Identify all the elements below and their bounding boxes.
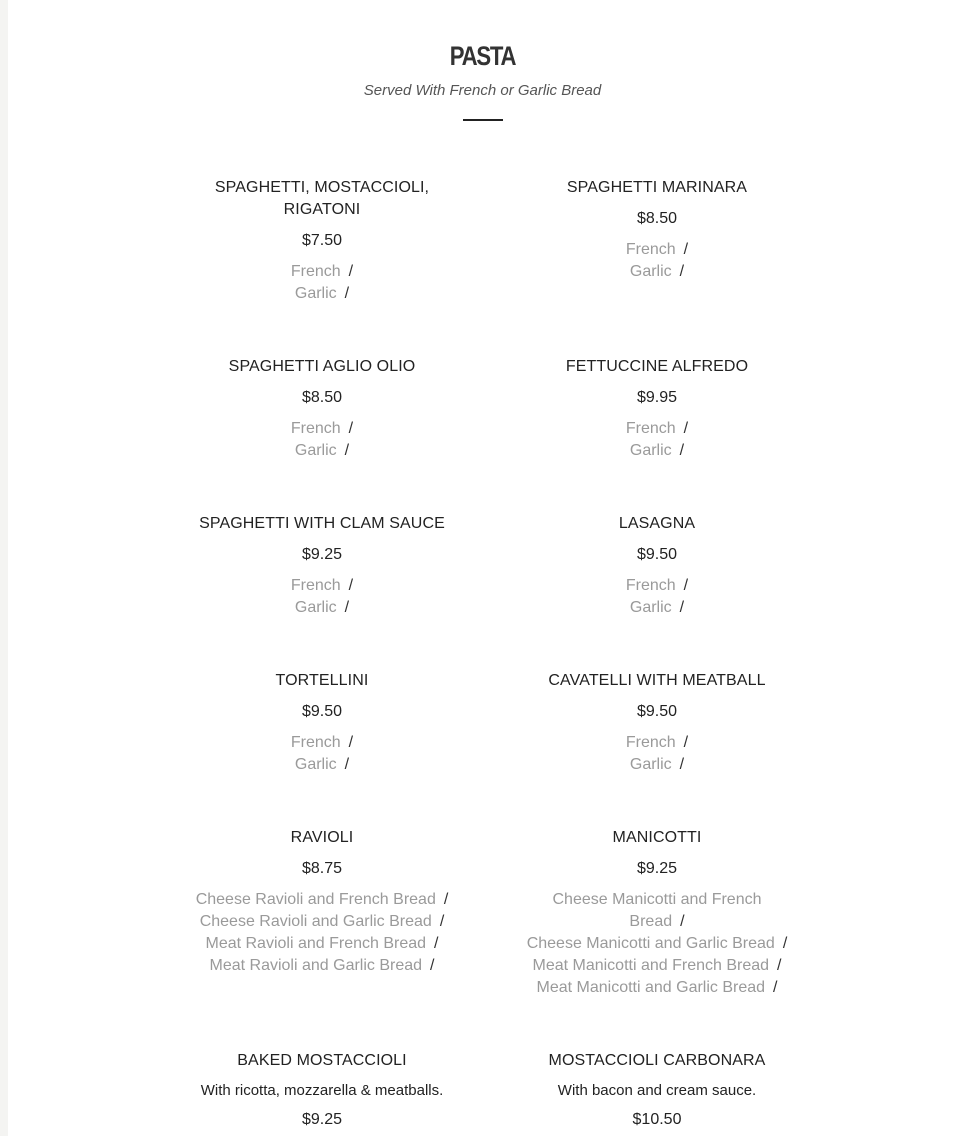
item-option[interactable]: French / <box>290 577 354 594</box>
menu-item <box>522 513 792 619</box>
menu-item <box>522 356 792 462</box>
item-options <box>512 889 802 933</box>
item-option[interactable]: Garlic / <box>629 442 685 459</box>
menu-item <box>522 177 792 283</box>
item-name: MOSTACCIOLI CARBONARA <box>548 1052 766 1069</box>
item-name: RAVIOLI <box>290 829 354 846</box>
item-price: $9.95 <box>636 389 678 406</box>
item-name: FETTUCCINE ALFREDO <box>565 358 749 375</box>
item-price: $9.50 <box>636 703 678 720</box>
item-name: TORTELLINI <box>275 672 369 689</box>
item-price: $9.25 <box>636 860 678 877</box>
item-price: $9.50 <box>301 703 343 720</box>
item-option[interactable]: French / <box>290 734 354 751</box>
item-price: $9.25 <box>301 546 343 563</box>
menu-item <box>522 1050 792 1131</box>
item-option[interactable]: Garlic / <box>629 756 685 773</box>
item-options <box>522 732 792 776</box>
item-options <box>522 418 792 462</box>
item-name: SPAGHETTI WITH CLAM SAUCE <box>199 515 445 532</box>
item-option[interactable]: Garlic / <box>294 756 350 773</box>
item-name: SPAGHETTI AGLIO OLIO <box>228 358 416 375</box>
item-option[interactable]: Meat Ravioli and French Bread / <box>205 935 439 952</box>
item-price: $10.50 <box>632 1111 682 1128</box>
item-name: SPAGHETTI MARINARA <box>566 179 748 196</box>
menu-item <box>187 670 457 776</box>
page-left-margin <box>0 0 8 1136</box>
item-option[interactable]: Meat Manicotti and French Bread / <box>532 957 782 974</box>
item-name: MANICOTTI <box>612 829 702 846</box>
item-description: With bacon and cream sauce. <box>557 1082 757 1099</box>
item-options <box>187 418 457 462</box>
section-subtitle: Served With French or Garlic Bread <box>363 82 602 99</box>
item-option[interactable]: French / <box>625 420 689 437</box>
item-description: With ricotta, mozzarella & meatballs. <box>200 1082 444 1099</box>
item-option[interactable]: French / <box>625 734 689 751</box>
item-options-continued <box>512 933 802 999</box>
item-price: $8.50 <box>301 389 343 406</box>
menu-item <box>512 827 802 999</box>
menu-item <box>187 177 457 305</box>
item-options <box>187 261 457 305</box>
item-option[interactable]: Garlic / <box>294 285 350 302</box>
item-price: $9.25 <box>301 1111 343 1128</box>
item-price: $9.50 <box>636 546 678 563</box>
item-option[interactable]: Garlic / <box>629 599 685 616</box>
item-name: LASAGNA <box>618 515 696 532</box>
section-header <box>0 38 965 121</box>
section-title: PASTA <box>449 41 516 71</box>
item-name: CAVATELLI WITH MEATBALL <box>548 672 766 689</box>
menu-item <box>187 356 457 462</box>
section-divider <box>463 119 503 121</box>
item-option[interactable]: French / <box>290 263 354 280</box>
item-option[interactable]: Garlic / <box>294 442 350 459</box>
item-option[interactable]: Cheese Manicotti and Garlic Bread / <box>526 935 788 952</box>
menu-item <box>187 513 457 619</box>
item-option[interactable]: Meat Ravioli and Garlic Bread / <box>209 957 435 974</box>
item-price: $8.75 <box>301 860 343 877</box>
item-option[interactable]: Cheese Ravioli and French Bread / <box>195 891 449 908</box>
menu-item <box>187 1050 457 1131</box>
item-option[interactable]: Cheese Manicotti and French Bread / <box>552 891 762 930</box>
menu-item <box>522 670 792 776</box>
item-option[interactable]: French / <box>625 577 689 594</box>
item-name: BAKED MOSTACCIOLI <box>237 1052 407 1069</box>
item-options <box>522 239 792 283</box>
item-option[interactable]: Meat Manicotti and Garlic Bread / <box>536 979 778 996</box>
item-option[interactable]: French / <box>625 241 689 258</box>
item-options <box>522 575 792 619</box>
item-options <box>187 575 457 619</box>
item-options <box>187 732 457 776</box>
item-option[interactable]: French / <box>290 420 354 437</box>
menu-item <box>187 827 457 977</box>
item-option[interactable]: Cheese Ravioli and Garlic Bread / <box>199 913 445 930</box>
item-price: $8.50 <box>636 210 678 227</box>
item-option[interactable]: Garlic / <box>629 263 685 280</box>
item-option[interactable]: Garlic / <box>294 599 350 616</box>
item-name: SPAGHETTI, MOSTACCIOLI, RIGATONI <box>214 179 430 218</box>
item-options <box>187 889 457 977</box>
item-price: $7.50 <box>301 232 343 249</box>
